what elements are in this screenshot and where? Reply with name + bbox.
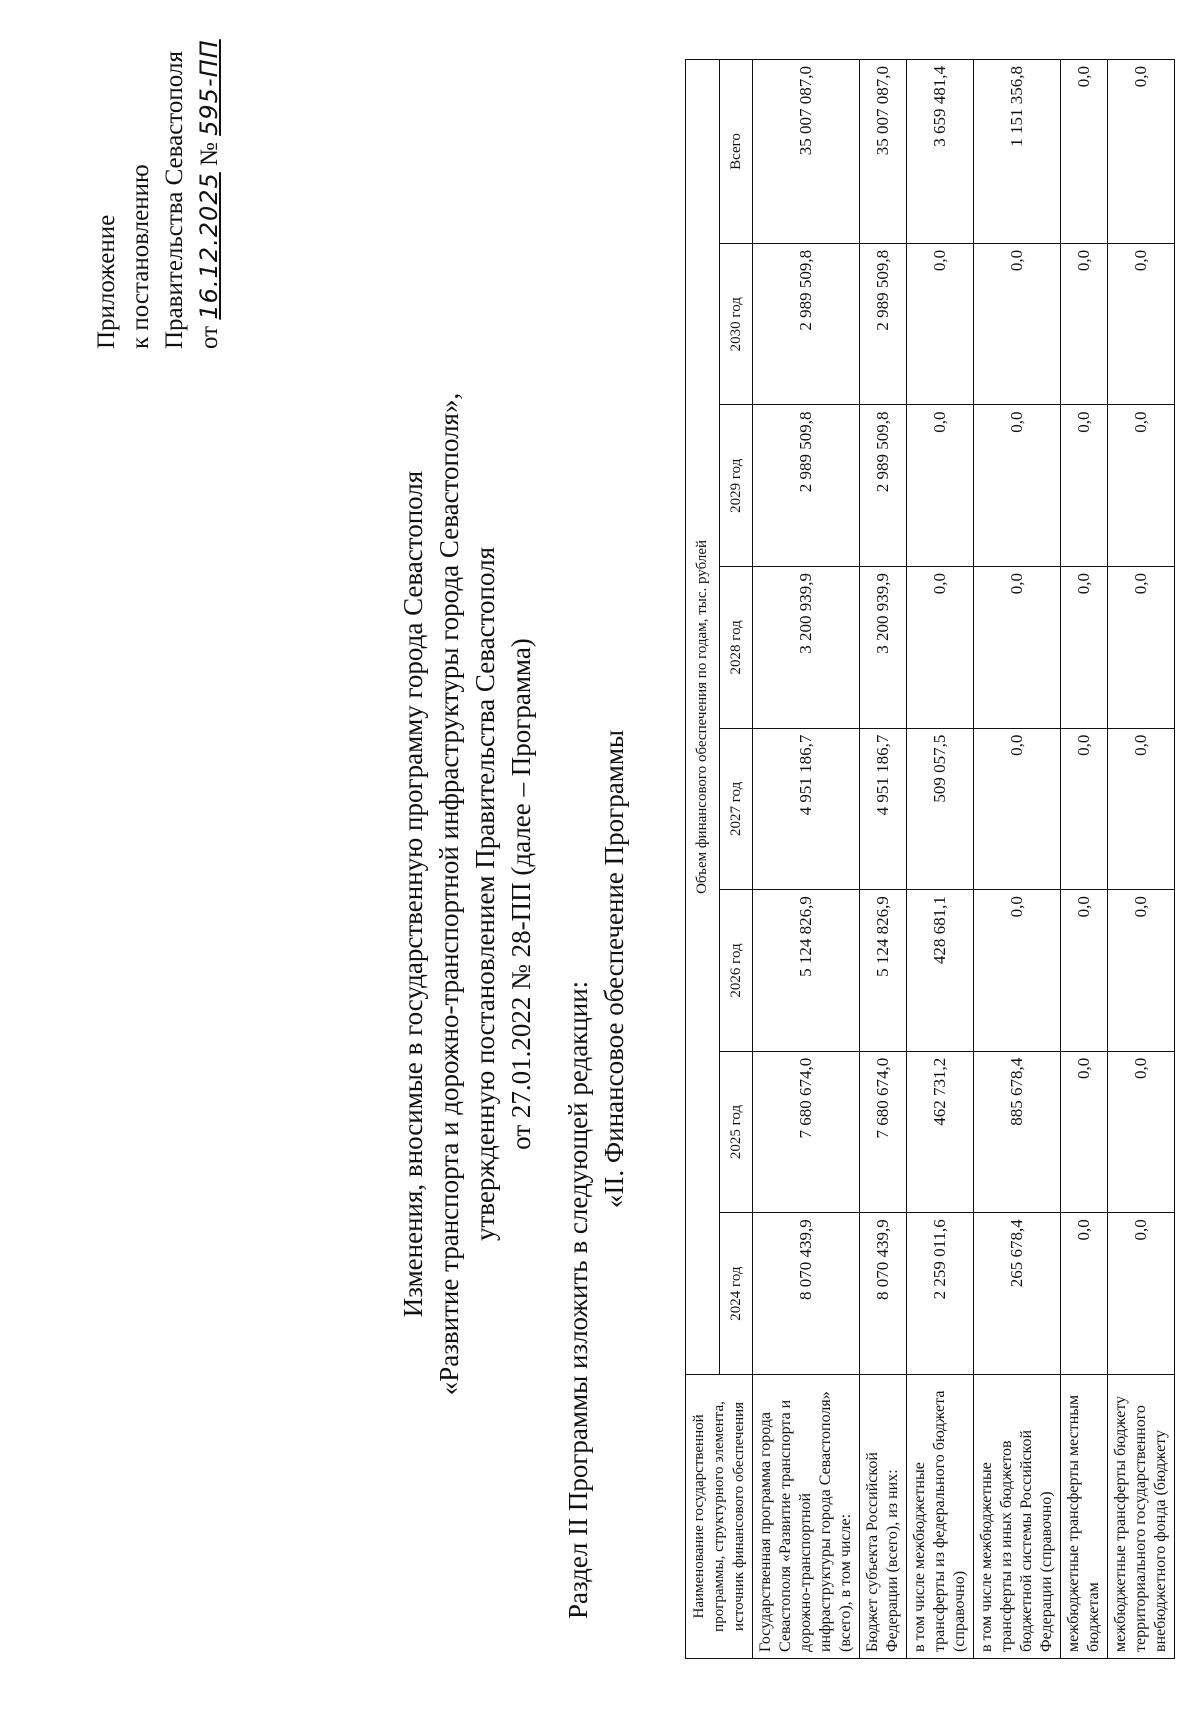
document-title (395, 129, 539, 1659)
row-value-cell: 0,0 (907, 567, 974, 729)
row-name-cell: межбюджетные трансферты местным бюджетам (1061, 1374, 1108, 1658)
row-value-cell: 0,0 (907, 405, 974, 567)
row-name-cell: в том числе межбюджетные трансферты из иных бюджетов бюджетной системы Российской Федерации (справочно) (974, 1374, 1061, 1658)
row-value-cell: 0,0 (974, 405, 1061, 567)
appendix-label: Приложение (93, 214, 120, 349)
appendix-number: 595-ПП (195, 39, 223, 136)
table-row (907, 60, 974, 1659)
appendix-date: 16.12.2025 (195, 172, 223, 320)
row-value-cell: 0,0 (974, 243, 1061, 405)
row-value-cell: 0,0 (974, 890, 1061, 1052)
row-name-cell: Бюджет субъекта Российской Федерации (всего), из них: (860, 1374, 907, 1658)
appendix-government: Правительства Севастополя (161, 51, 188, 349)
row-total-cell: 0,0 (1061, 60, 1108, 244)
financing-group-header: Объем финансового обеспечения по годам, тыс. рублей (686, 60, 720, 1375)
appendix-stamp (90, 9, 227, 349)
row-value-cell: 0,0 (1061, 728, 1108, 890)
title-line-3: утвержденную постановлением Правительства Севастополя (470, 546, 500, 1242)
row-value-cell: 0,0 (1108, 1051, 1175, 1213)
row-value-cell: 0,0 (1108, 567, 1175, 729)
row-total-cell: 35 007 087,0 (753, 60, 860, 244)
row-value-cell: 0,0 (907, 243, 974, 405)
appendix-from: от (196, 325, 223, 349)
row-value-cell: 2 989 509,8 (753, 405, 860, 567)
title-line-4: от 27.01.2022 № 28-ПП (далее – Программа) (506, 638, 536, 1150)
row-value-cell: 0,0 (1108, 890, 1175, 1052)
row-value-cell: 265 678,4 (974, 1213, 1061, 1375)
year-header: 2028 год (719, 567, 753, 729)
row-total-cell: 1 151 356,8 (974, 60, 1061, 244)
table-row (1061, 60, 1108, 1659)
row-value-cell: 5 124 826,9 (753, 890, 860, 1052)
table-row (974, 60, 1061, 1659)
row-value-cell: 0,0 (1061, 1213, 1108, 1375)
row-value-cell: 0,0 (1061, 405, 1108, 567)
row-value-cell: 0,0 (1108, 728, 1175, 890)
name-column-header: Наименование государственной программы, структурного элемента, источник финансового обеспечения (686, 1374, 753, 1658)
table-row (753, 60, 860, 1659)
row-value-cell: 0,0 (1061, 1051, 1108, 1213)
row-name-cell: Государственная программа города Севастополя «Развитие транспорта и дорожно-транспортной инфраструктуры города Севастополя» (всего), в том числе: (753, 1374, 860, 1658)
row-name-cell: межбюджетные трансферты бюджету территориального государственного внебюджетного фонда (бюджету (1108, 1374, 1175, 1658)
row-total-cell: 0,0 (1108, 60, 1175, 244)
row-value-cell: 8 070 439,9 (753, 1213, 860, 1375)
row-value-cell: 0,0 (974, 728, 1061, 890)
row-value-cell: 0,0 (1108, 405, 1175, 567)
table-header-row (686, 60, 720, 1659)
row-value-cell: 4 951 186,7 (753, 728, 860, 890)
year-header: 2030 год (719, 243, 753, 405)
row-value-cell: 885 678,4 (974, 1051, 1061, 1213)
section-intro: Раздел II Программы изложить в следующей редакции: (563, 980, 593, 1619)
year-header: 2024 год (719, 1213, 753, 1375)
row-value-cell: 0,0 (1108, 1213, 1175, 1375)
row-value-cell: 7 680 674,0 (860, 1051, 907, 1213)
row-value-cell: 4 951 186,7 (860, 728, 907, 890)
row-value-cell: 462 731,2 (907, 1051, 974, 1213)
row-value-cell: 2 989 509,8 (860, 243, 907, 405)
row-value-cell: 7 680 674,0 (753, 1051, 860, 1213)
row-value-cell: 0,0 (1061, 567, 1108, 729)
row-value-cell: 2 989 509,8 (860, 405, 907, 567)
row-value-cell: 3 200 939,9 (860, 567, 907, 729)
row-value-cell: 0,0 (1061, 243, 1108, 405)
year-header: 2026 год (719, 890, 753, 1052)
title-line-2: «Развитие транспорта и дорожно-транспортной инфраструктуры города Севастополя», (434, 392, 464, 1396)
row-name-cell: в том числе межбюджетные трансферты из федерального бюджета (справочно) (907, 1374, 974, 1658)
year-header: 2029 год (719, 405, 753, 567)
row-value-cell: 8 070 439,9 (860, 1213, 907, 1375)
row-value-cell: 0,0 (974, 567, 1061, 729)
row-total-cell: 3 659 481,4 (907, 60, 974, 244)
table-row (1108, 60, 1175, 1659)
row-value-cell: 3 200 939,9 (753, 567, 860, 729)
row-total-cell: 35 007 087,0 (860, 60, 907, 244)
year-header: 2027 год (719, 728, 753, 890)
row-value-cell: 5 124 826,9 (860, 890, 907, 1052)
table-body (753, 60, 1175, 1659)
section-heading (560, 219, 632, 1619)
section-title: «II. Финансовое обеспечение Программы (599, 729, 629, 1209)
table-row (860, 60, 907, 1659)
row-value-cell: 509 057,5 (907, 728, 974, 890)
row-value-cell: 428 681,1 (907, 890, 974, 1052)
year-header: 2025 год (719, 1051, 753, 1213)
title-line-1: Изменения, вносимые в государственную программу города Севастополя (398, 470, 428, 1318)
appendix-date-number (192, 9, 227, 349)
row-value-cell: 0,0 (1061, 890, 1108, 1052)
row-value-cell: 2 259 011,6 (907, 1213, 974, 1375)
row-value-cell: 0,0 (1108, 243, 1175, 405)
total-header: Всего (719, 60, 753, 244)
financing-table (685, 59, 1175, 1659)
appendix-number-sign: № (196, 142, 223, 166)
appendix-to-resolution: к постановлению (127, 164, 154, 349)
row-value-cell: 2 989 509,8 (753, 243, 860, 405)
